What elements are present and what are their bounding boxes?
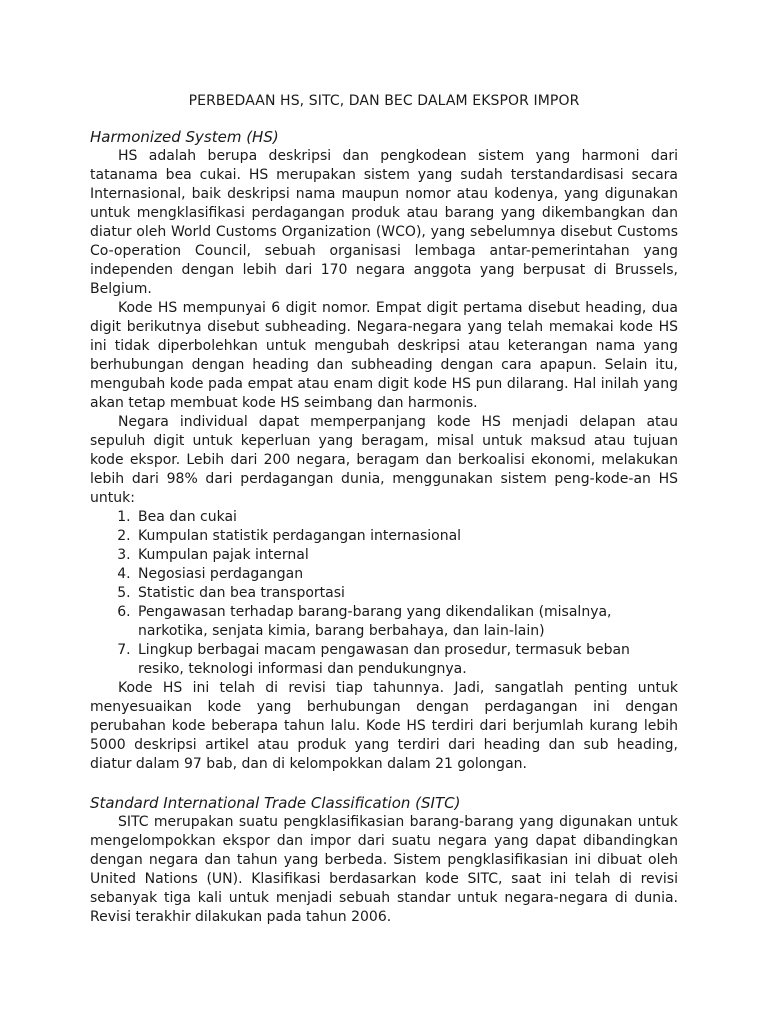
document-page <box>90 92 678 927</box>
document-title: PERBEDAAN HS, SITC, DAN BEC DALAM EKSPOR IMPOR <box>188 93 580 109</box>
hs-usage-list <box>90 508 678 679</box>
section-heading-sitc: Standard International Trade Classification (SITC) <box>90 794 461 812</box>
list-item: 3. Kumpulan pajak internal <box>135 546 678 565</box>
list-item: 4. Negosiasi perdagangan <box>135 565 678 584</box>
list-item: 1. Bea dan cukai <box>135 508 678 527</box>
hs-paragraph-2: Kode HS mempunyai 6 digit nomor. Empat digit pertama disebut heading, dua digit berikutnya disebut subheading. Negara-negara yang telah memakai kode HS ini tidak diperbolehkan untuk mengubah deskripsi atau keterangan nama yang berhubungan dengan heading dan subheading dengan cara apapun. Selain itu, mengubah kode pada empat atau enam digit kode HS pun dilarang. Hal inilah yang akan tetap membuat kode HS seimbang dan harmonis. <box>90 300 678 411</box>
sitc-paragraph-1: SITC merupakan suatu pengklasifikasian barang-barang yang digunakan untuk mengelompokkan ekspor dan impor dari suatu negara yang dapat dibandingkan dengan negara dan tahun yang berbeda. Sistem pengklasifikasian ini dibuat oleh United Nations (UN). Klasifikasi berdasarkan kode SITC, saat ini telah di revisi sebanyak tiga kali untuk menjadi sebuah standar untuk negara-negara di dunia. Revisi terakhir dilakukan pada tahun 2006. <box>90 814 678 925</box>
list-item: 7. Lingkup berbagai macam pengawasan dan prosedur, termasuk beban resiko, teknologi informasi dan pendukungnya. <box>135 641 678 679</box>
list-item: 5. Statistic dan bea transportasi <box>135 584 678 603</box>
section-heading-hs: Harmonized System (HS) <box>90 128 279 146</box>
hs-paragraph-3: Negara individual dapat memperpanjang kode HS menjadi delapan atau sepuluh digit untuk keperluan yang beragam, misal untuk maksud atau tujuan kode ekspor. Lebih dari 200 negara, beragam dan berkoalisi ekonomi, melakukan lebih dari 98% dari perdagangan dunia, menggunakan sistem peng-kode-an HS untuk: <box>90 414 678 506</box>
hs-paragraph-1: HS adalah berupa deskripsi dan pengkodean sistem yang harmoni dari tatanama bea cukai. HS merupakan sistem yang sudah terstandardisasi secara Internasional, baik deskripsi nama maupun nomor atau kodenya, yang digunakan untuk mengklasifikasi perdagangan produk atau barang yang dikembangkan dan diatur oleh World Customs Organization (WCO), yang sebelumnya disebut Customs Co-operation Council, sebuah organisasi lembaga antar-pemerintahan yang independen dengan lebih dari 170 negara anggota yang berpusat di Brussels, Belgium. <box>90 148 678 297</box>
hs-paragraph-4: Kode HS ini telah di revisi tiap tahunnya. Jadi, sangatlah penting untuk menyesuaikan kode yang berhubungan dengan perdagangan ini dengan perubahan kode beberapa tahun lalu. Kode HS terdiri dari berjumlah kurang lebih 5000 deskripsi artikel atau produk yang terdiri dari heading dan sub heading, diatur dalam 97 bab, dan di kelompokkan dalam 21 golongan. <box>90 680 678 772</box>
list-item: 2. Kumpulan statistik perdagangan internasional <box>135 527 678 546</box>
list-item: 6. Pengawasan terhadap barang-barang yang dikendalikan (misalnya, narkotika, senjata kimia, barang berbahaya, dan lain-lain) <box>135 603 678 641</box>
